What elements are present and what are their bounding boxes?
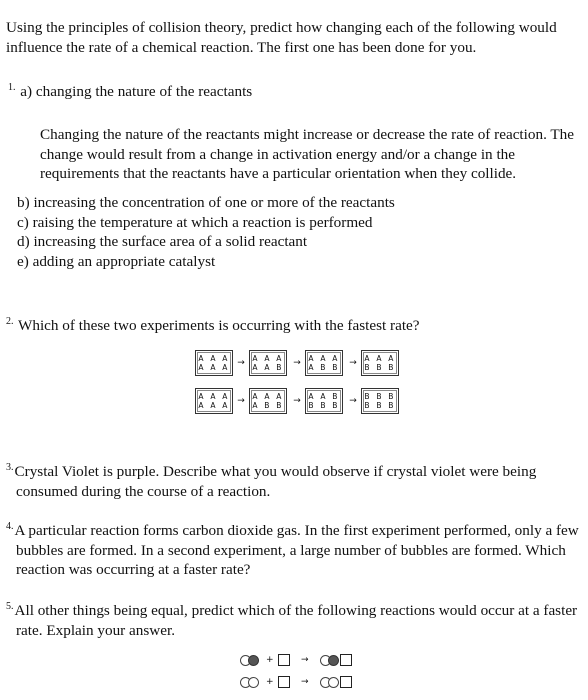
experiment-2-step-1 [195, 388, 233, 414]
experiment-1-step-2-row-2: A A B [252, 363, 284, 372]
arrow-icon: → [301, 677, 309, 687]
question-3 [6, 458, 586, 501]
question-4 [6, 517, 588, 580]
experiment-2-step-3 [305, 388, 343, 414]
arrow-icon: → [293, 396, 301, 406]
question-1-part-e: e) adding an appropriate catalyst [17, 252, 216, 270]
experiment-1-step-1 [195, 350, 233, 376]
experiment-2-step-1-row-2: A A A [198, 401, 230, 410]
experiment-2-step-4-row-2: B B B [364, 401, 396, 410]
experiment-1-step-1-row-1: A A A [198, 354, 230, 363]
question-4-text: A particular reaction forms carbon dioxide gas. In the first experiment performed, only a few bubbles are formed. In a second experiment, a large number of bubbles are formed. Which reaction was occurring at a faster rate? [14, 522, 579, 579]
reactant-square-icon [278, 676, 290, 688]
question-5 [6, 597, 586, 640]
arrow-icon: → [237, 396, 245, 406]
product-circle-open-icon [328, 677, 339, 688]
question-1-part-a [8, 78, 252, 102]
question-2-text: Which of these two experiments is occurring with the fastest rate? [18, 317, 420, 334]
question-5-text: All other things being equal, predict which of the following reactions would occur at a faster rate. Explain your answer. [14, 602, 578, 639]
experiment-1-step-4-row-2: B B B [364, 363, 396, 372]
product-square-icon [340, 654, 352, 666]
intro-paragraph: Using the principles of collision theory, predict how changing each of the following would influence the rate of a chemical reaction. The first one has been done for you. [6, 19, 557, 56]
question-1-part-b: b) increasing the concentration of one or more of the reactants [17, 194, 395, 211]
experiment-2-step-4-row-1: B B B [364, 392, 396, 401]
question-1-example-answer: Changing the nature of the reactants might increase or decrease the rate of reaction. The change would result from a change in activation energy and/or a change in the requirements that the reactants have a particular orientation when they collide. [40, 126, 574, 183]
arrow-icon: → [349, 358, 357, 368]
experiment-2-step-3-row-2: B B B [308, 401, 340, 410]
experiment-1-step-3-row-1: A A A [308, 354, 340, 363]
arrow-icon: → [237, 358, 245, 368]
question-1-part-c: c) raising the temperature at which a reaction is performed [17, 213, 373, 231]
reactant-circle-filled-icon [248, 655, 259, 666]
experiment-1-step-3-row-2: A B B [308, 363, 340, 372]
question-1-part-d: d) increasing the surface area of a solid reactant [17, 233, 308, 251]
plus-icon: + [266, 655, 274, 665]
experiment-2-step-2-row-1: A A A [252, 392, 284, 401]
experiment-1-step-1-row-2: A A A [198, 363, 230, 372]
question-2-number: 2. [6, 316, 14, 327]
experiment-2-step-1-row-1: A A A [198, 392, 230, 401]
question-4-number: 4. [6, 521, 14, 532]
question-3-text: Crystal Violet is purple. Describe what you would observe if crystal violet were being consumed during the course of a reaction. [14, 463, 537, 500]
arrow-icon: → [349, 396, 357, 406]
arrow-icon: → [293, 358, 301, 368]
experiment-1-step-4-row-1: A A A [364, 354, 396, 363]
question-3-number: 3. [6, 462, 14, 473]
experiment-1-step-4 [361, 350, 399, 376]
product-square-icon [340, 676, 352, 688]
question-1-part-a-text: a) changing the nature of the reactants [20, 83, 253, 100]
product-circle-filled-icon [328, 655, 339, 666]
question-2 [6, 312, 420, 336]
question-1-sublist [17, 193, 395, 271]
experiment-1-step-2 [249, 350, 287, 376]
experiment-1-step-2-row-1: A A A [252, 354, 284, 363]
question-1-number: 1. [8, 82, 16, 93]
arrow-icon: → [301, 655, 309, 665]
experiment-2-step-3-row-1: A A B [308, 392, 340, 401]
reactant-square-icon [278, 654, 290, 666]
plus-icon: + [266, 677, 274, 687]
experiment-2-step-2-row-2: A B B [252, 401, 284, 410]
experiment-1-step-3 [305, 350, 343, 376]
reactant-circle-open-icon [248, 677, 259, 688]
question-5-number: 5. [6, 601, 14, 612]
experiment-2-step-2 [249, 388, 287, 414]
experiment-2-step-4 [361, 388, 399, 414]
